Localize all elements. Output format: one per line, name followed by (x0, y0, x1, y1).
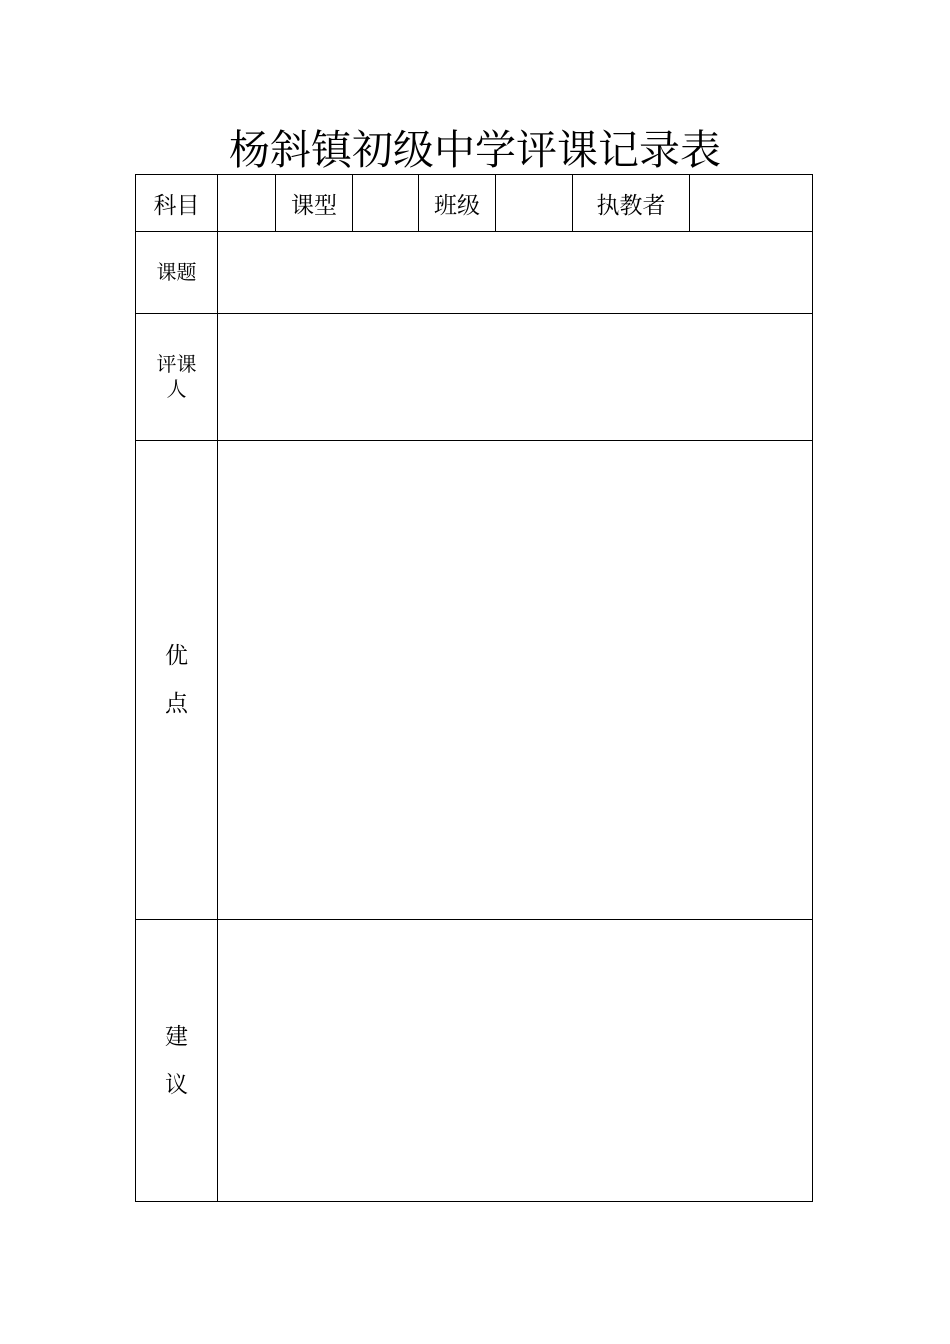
reviewer-row (136, 314, 813, 441)
header-row (136, 175, 813, 232)
lesson-type-field[interactable] (353, 175, 419, 232)
reviewer-field[interactable] (218, 314, 813, 441)
lesson-type-label: 课型 (276, 175, 353, 232)
suggestions-label (136, 920, 218, 1202)
strengths-row (136, 441, 813, 920)
subject-label: 科目 (136, 175, 218, 232)
page-title: 杨斜镇初级中学评课记录表 (229, 126, 721, 174)
suggestions-label-char2: 议 (165, 1071, 188, 1098)
reviewer-label (136, 314, 218, 441)
teacher-field[interactable] (690, 175, 813, 232)
suggestions-label-char1: 建 (165, 1023, 188, 1050)
teacher-label: 执教者 (573, 175, 690, 232)
topic-label: 课题 (136, 232, 218, 314)
class-label: 班级 (419, 175, 496, 232)
strengths-label-char1: 优 (165, 643, 188, 669)
evaluation-form-table (135, 174, 813, 1202)
subject-field[interactable] (218, 175, 276, 232)
reviewer-label-line1: 评课 (156, 352, 197, 376)
topic-row (136, 232, 813, 314)
strengths-label (136, 441, 218, 920)
suggestions-row (136, 920, 813, 1202)
strengths-label-char2: 点 (165, 691, 188, 717)
class-field[interactable] (496, 175, 573, 232)
suggestions-field[interactable] (218, 920, 813, 1202)
reviewer-label-line2: 人 (166, 377, 187, 401)
topic-field[interactable] (218, 232, 813, 314)
strengths-field[interactable] (218, 441, 813, 920)
